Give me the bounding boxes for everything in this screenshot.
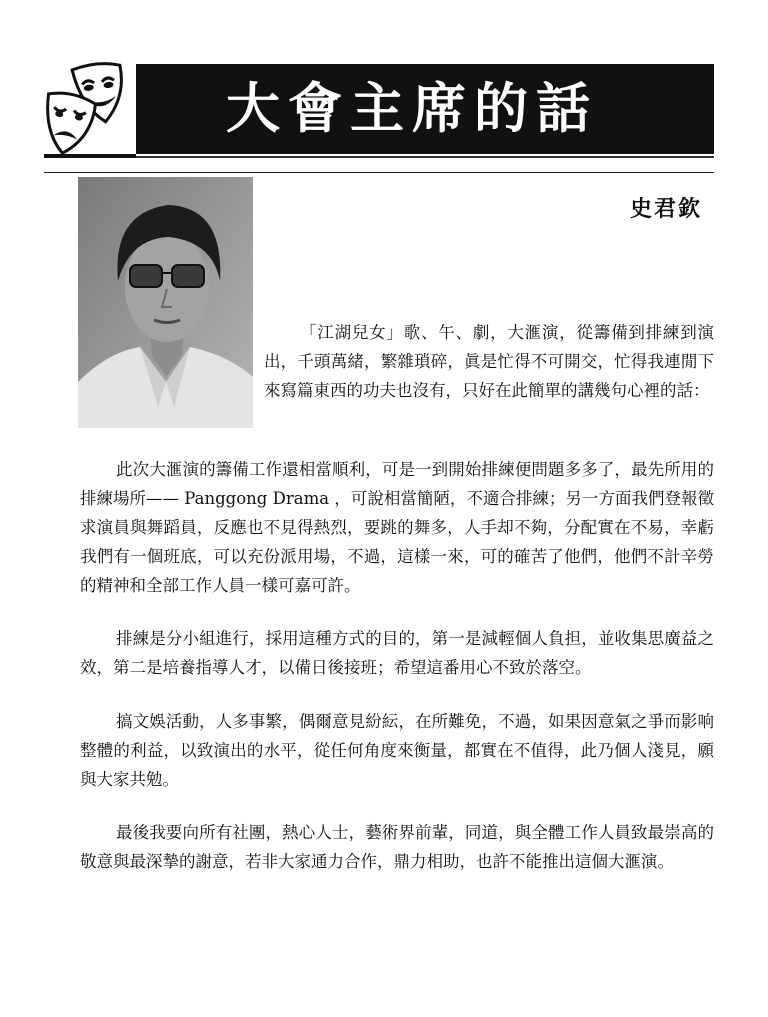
intro-paragraph: 「江湖兒女」歌、午、劇，大滙演，從籌備到排練到演出，千頭萬緒，繁雜瑣碎，眞是忙得不可開交，忙得我連閒下來寫篇東西的功夫也沒有，只好在此簡單的講幾句心裡的話： (264, 323, 714, 400)
banner-shadow-rule (136, 156, 714, 158)
body-paragraph: 此次大滙演的籌備工作還相當順利，可是一到開始排練便問題多多了，最先所用的排練場所—— Panggong Drama ，可說相當簡陋，不適合排練；另一方面我們登報徵求演員與舞蹈員，反應也不見得熱烈，要跳的舞多，人手却不夠，分配實在不易，幸虧我們有一個班底，可以充份派用場，不過，這樣一來，可的確苦了他們，他們不計辛勞的精神和全部工作人員一樣可嘉可許。 (80, 460, 714, 595)
header-divider (44, 172, 714, 173)
author-portrait-photo (78, 177, 253, 428)
theatre-masks-icon (40, 60, 136, 156)
page-title: 大會主席的話 (226, 77, 598, 140)
title-banner (136, 64, 714, 154)
author-name: 史君欽 (629, 197, 702, 222)
body-paragraph: 搞文娛活動，人多事繁，偶爾意見紛紜，在所難免，不過，如果因意氣之爭而影响整體的利益，以致演出的水平，從任何角度來衡量，都實在不值得，此乃個人淺見，願與大家共勉。 (80, 712, 714, 789)
header-underline (44, 154, 136, 158)
body-paragraph: 排練是分小組進行，採用這種方式的目的，第一是減輕個人負担，並收集思廣益之效，第二是培養指導人才，以備日後接班；希望這番用心不致於落空。 (80, 629, 714, 677)
body-paragraph: 最後我要向所有社團，熱心人士，藝術界前輩，同道，與全體工作人員致最崇高的敬意與最深摯的謝意，若非大家通力合作，鼎力相助，也許不能推出這個大滙演。 (80, 823, 714, 871)
